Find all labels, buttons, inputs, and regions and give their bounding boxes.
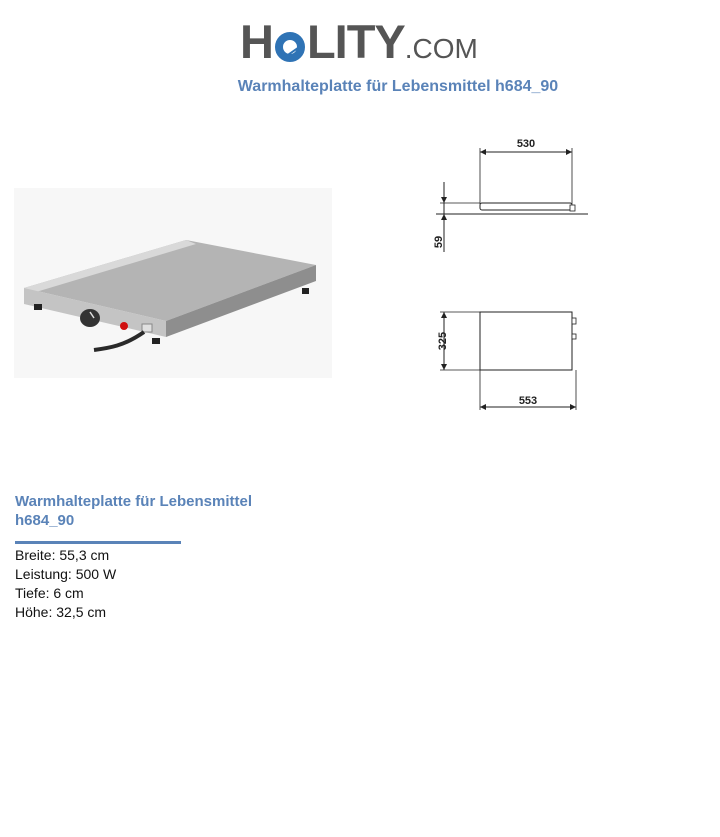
side-profile	[480, 203, 572, 210]
holity-logo[interactable]	[240, 14, 490, 70]
logo-wordmark	[240, 14, 478, 77]
spec-list	[15, 546, 116, 622]
side-view-drawing	[430, 134, 595, 254]
top-outline	[480, 312, 572, 370]
logo-o-icon	[275, 32, 305, 62]
dim-width-530: 530	[516, 138, 536, 150]
plate-foot	[34, 304, 42, 310]
title-underline	[15, 541, 181, 544]
spec-hoehe: Höhe: 32,5 cm	[15, 604, 107, 620]
dim-length-553: 553	[518, 395, 538, 407]
thermostat-knob	[80, 309, 100, 327]
spec-breite: Breite: 55,3 cm	[15, 547, 110, 563]
product-photo	[14, 188, 332, 378]
product-title: Warmhalteplatte für Lebensmittel h684_90	[15, 493, 252, 529]
top-view-drawing	[430, 300, 595, 415]
dim-depth-325: 325	[437, 331, 449, 351]
spec-leistung: Leistung: 500 W	[15, 566, 117, 582]
power-cable	[94, 332, 144, 350]
logo-letters-right: LITY	[306, 15, 405, 68]
product-photo-illustration	[14, 188, 332, 378]
cable-gland	[142, 324, 152, 332]
logo-letters-left: H	[240, 15, 273, 68]
plate-foot	[152, 338, 160, 344]
page-title-wrap	[0, 78, 720, 96]
page-title: Warmhalteplatte für Lebensmittel h684_90	[237, 78, 559, 95]
logo-tld: .COM	[404, 33, 478, 64]
spec-tiefe: Tiefe: 6 cm	[15, 585, 84, 601]
plate-foot	[302, 288, 309, 294]
dim-height-59: 59	[433, 235, 445, 249]
indicator-light	[120, 322, 128, 330]
